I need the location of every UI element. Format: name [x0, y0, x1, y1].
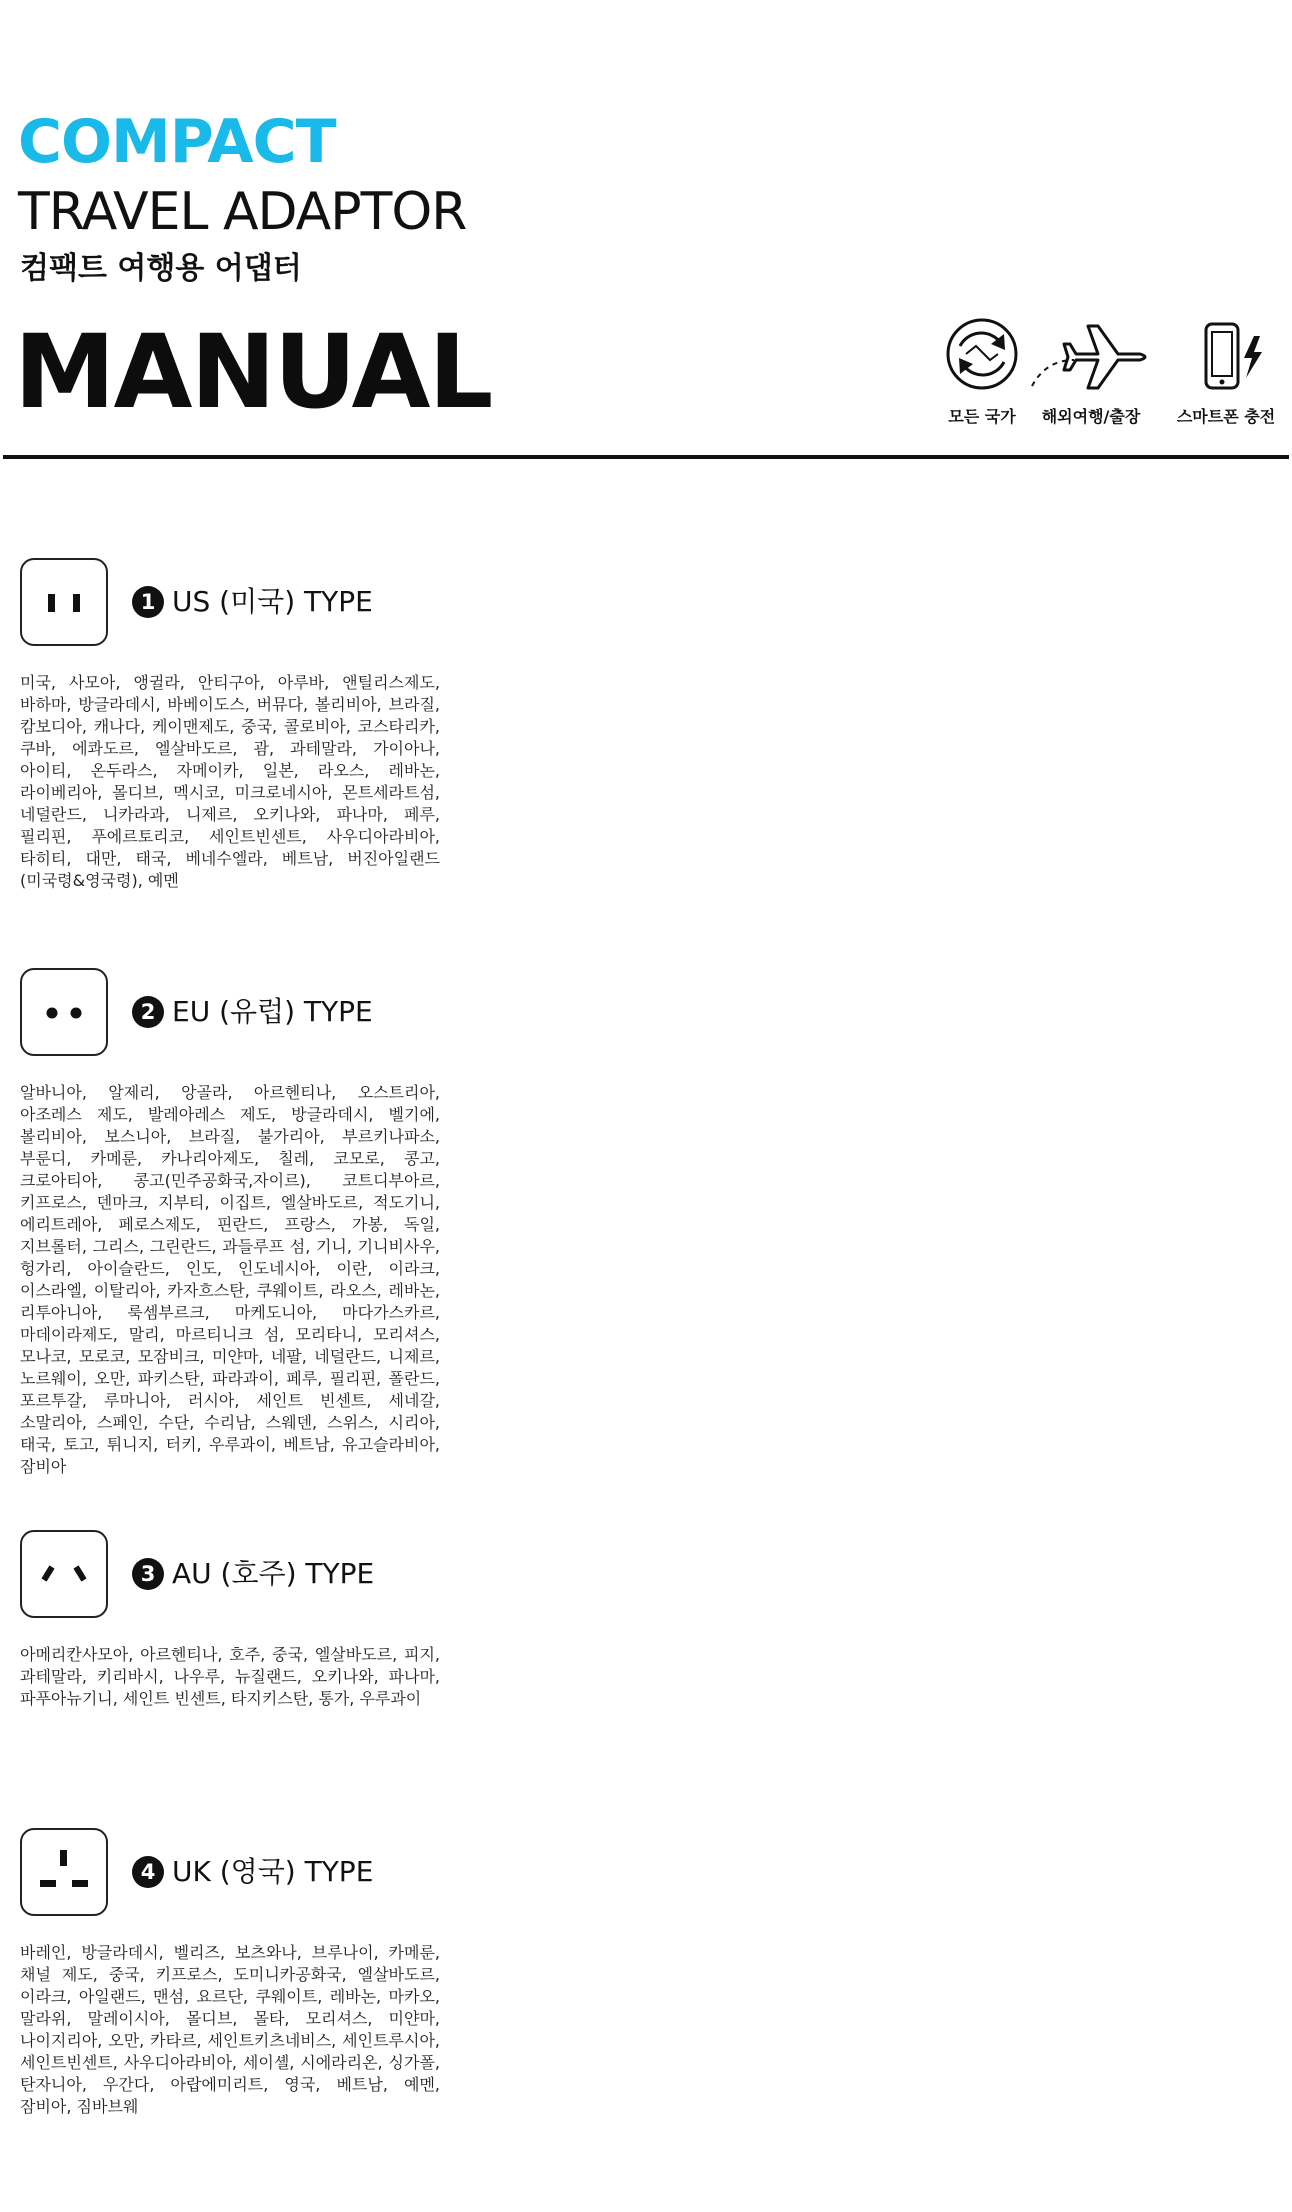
section-title-text: UK (영국) TYPE — [172, 1855, 374, 1888]
airplane-icon — [1026, 316, 1156, 396]
feature-smartphone-charge — [1170, 316, 1282, 427]
feature-label: 모든 국가 — [948, 407, 1016, 426]
section-number-badge: 1 — [132, 586, 164, 618]
product-title-travel-adaptor: TRAVEL ADAPTOR — [18, 182, 467, 242]
section-number-badge: 3 — [132, 1558, 164, 1590]
feature-label: 스마트폰 충전 — [1176, 407, 1276, 426]
feature-label: 해외여행/출장 — [1041, 407, 1141, 426]
smartphone-charge-icon — [1170, 316, 1282, 396]
section-number-badge: 2 — [132, 996, 164, 1028]
eu-plug-icon — [20, 968, 108, 1056]
us-plug-icon — [20, 558, 108, 646]
country-list: 알바니아, 알제리, 앙골라, 아르헨티나, 오스트리아, 아조레스 제도, 발레아레스 제도, 방글라데시, 벨기에, 볼리비아, 보스니아, 브라질, 불가리아, 부르키나파소, 부룬디, 카메룬, 카나리아제도, 칠레, 코모로, 콩고, 크로아티아, 콩고(민주공화국,자이르), 코트디부아르, 키프로스, 덴마크, 지부티, 이집트, 엘살바도르, 적도기니, 에리트레아, 페로스제도, 핀란드, 프랑스, 가봉, 독일, 지브롤터, 그리스, 그린란드, 과들루프 섬, 기니, 기니비사우, 헝가리, 아이슬란드, 인도, 인도네시아, 이란, 이라크, 이스라엘, 이탈리아, 카자흐스탄, 쿠웨이트, 라오스, 레바논, 리투아니아, 룩셈부르크, 마케도니아, 마다가스카르, 마데이라제도, 말리, 마르티니크 섬, 모리타니, 모리셔스, 모나코, 모로코, 모잠비크, 미얀마, 네팔, 네덜란드, 니제르, 노르웨이, 오만, 파키스탄, 파라과이, 페루, 필리핀, 폴란드, 포르투갈, 루마니아, 러시아, 세인트 빈센트, 세네갈, 소말리아, 스페인, 수단, 수리남, 스웨덴, 스위스, 시리아, 태국, 토고, 튀니지, 터키, 우루과이, 베트남, 유고슬라비아, 잠비아 — [20, 1083, 440, 1476]
section-title — [132, 584, 373, 620]
uk-plug-icon — [20, 1828, 108, 1916]
au-plug-icon — [20, 1530, 108, 1618]
section-title-text: AU (호주) TYPE — [172, 1557, 375, 1590]
product-title-korean: 컴팩트 여행용 어댑터 — [20, 251, 302, 286]
globe-refresh-icon — [926, 316, 1038, 396]
section-title — [132, 1854, 373, 1890]
country-list: 아메리칸사모아, 아르헨티나, 호주, 중국, 엘살바도르, 피지, 과테말라, 키리바시, 나우루, 뉴질랜드, 오키나와, 파나마, 파푸아뉴기니, 세인트 빈센트, 타지키스탄, 통가, 우루과이 — [20, 1645, 440, 1708]
section-title — [132, 1556, 374, 1592]
header-divider — [3, 455, 1289, 459]
section-title-text: EU (유럽) TYPE — [172, 995, 373, 1028]
feature-all-countries — [926, 316, 1038, 427]
country-list: 미국, 사모아, 앵귈라, 안티구아, 아루바, 앤틸리스제도, 바하마, 방글라데시, 바베이도스, 버뮤다, 볼리비아, 브라질, 캄보디아, 캐나다, 케이맨제도, 중국, 콜로비아, 코스타리카, 쿠바, 에콰도르, 엘살바도르, 괌, 과테말라, 가이아나, 아이티, 온두라스, 자메이카, 일본, 라오스, 레바논, 라이베리아, 몰디브, 멕시코, 미크로네시아, 몬트세라트섬, 네덜란드, 니카라과, 니제르, 오키나와, 파나마, 페루, 필리핀, 푸에르토리코, 세인트빈센트, 사우디아라비아, 타히티, 대만, 태국, 베네수엘라, 베트남, 버진아일랜드 (미국령&영국령), 예멘 — [20, 673, 440, 890]
country-list: 바레인, 방글라데시, 벨리즈, 보츠와나, 브루나이, 카메룬, 채널 제도, 중국, 키프로스, 도미니카공화국, 엘살바도르, 이라크, 아일랜드, 맨섬, 요르단, 쿠웨이트, 레바논, 마카오, 말라위, 말레이시아, 몰디브, 몰타, 모리셔스, 미얀마, 나이지리아, 오만, 카타르, 세인트키츠네비스, 세인트루시아, 세인트빈센트, 사우디아라비아, 세이셸, 시에라리온, 싱가폴, 탄자니아, 우간다, 아랍에미리트, 영국, 베트남, 예멘, 잠비아, 짐바브웨 — [20, 1943, 440, 2116]
section-title-text: US (미국) TYPE — [172, 585, 373, 618]
feature-travel — [1026, 316, 1156, 427]
section-title — [132, 994, 373, 1030]
section-number-badge: 4 — [132, 1856, 164, 1888]
manual-heading: MANUAL — [14, 313, 492, 432]
product-title-compact: COMPACT — [18, 107, 336, 177]
